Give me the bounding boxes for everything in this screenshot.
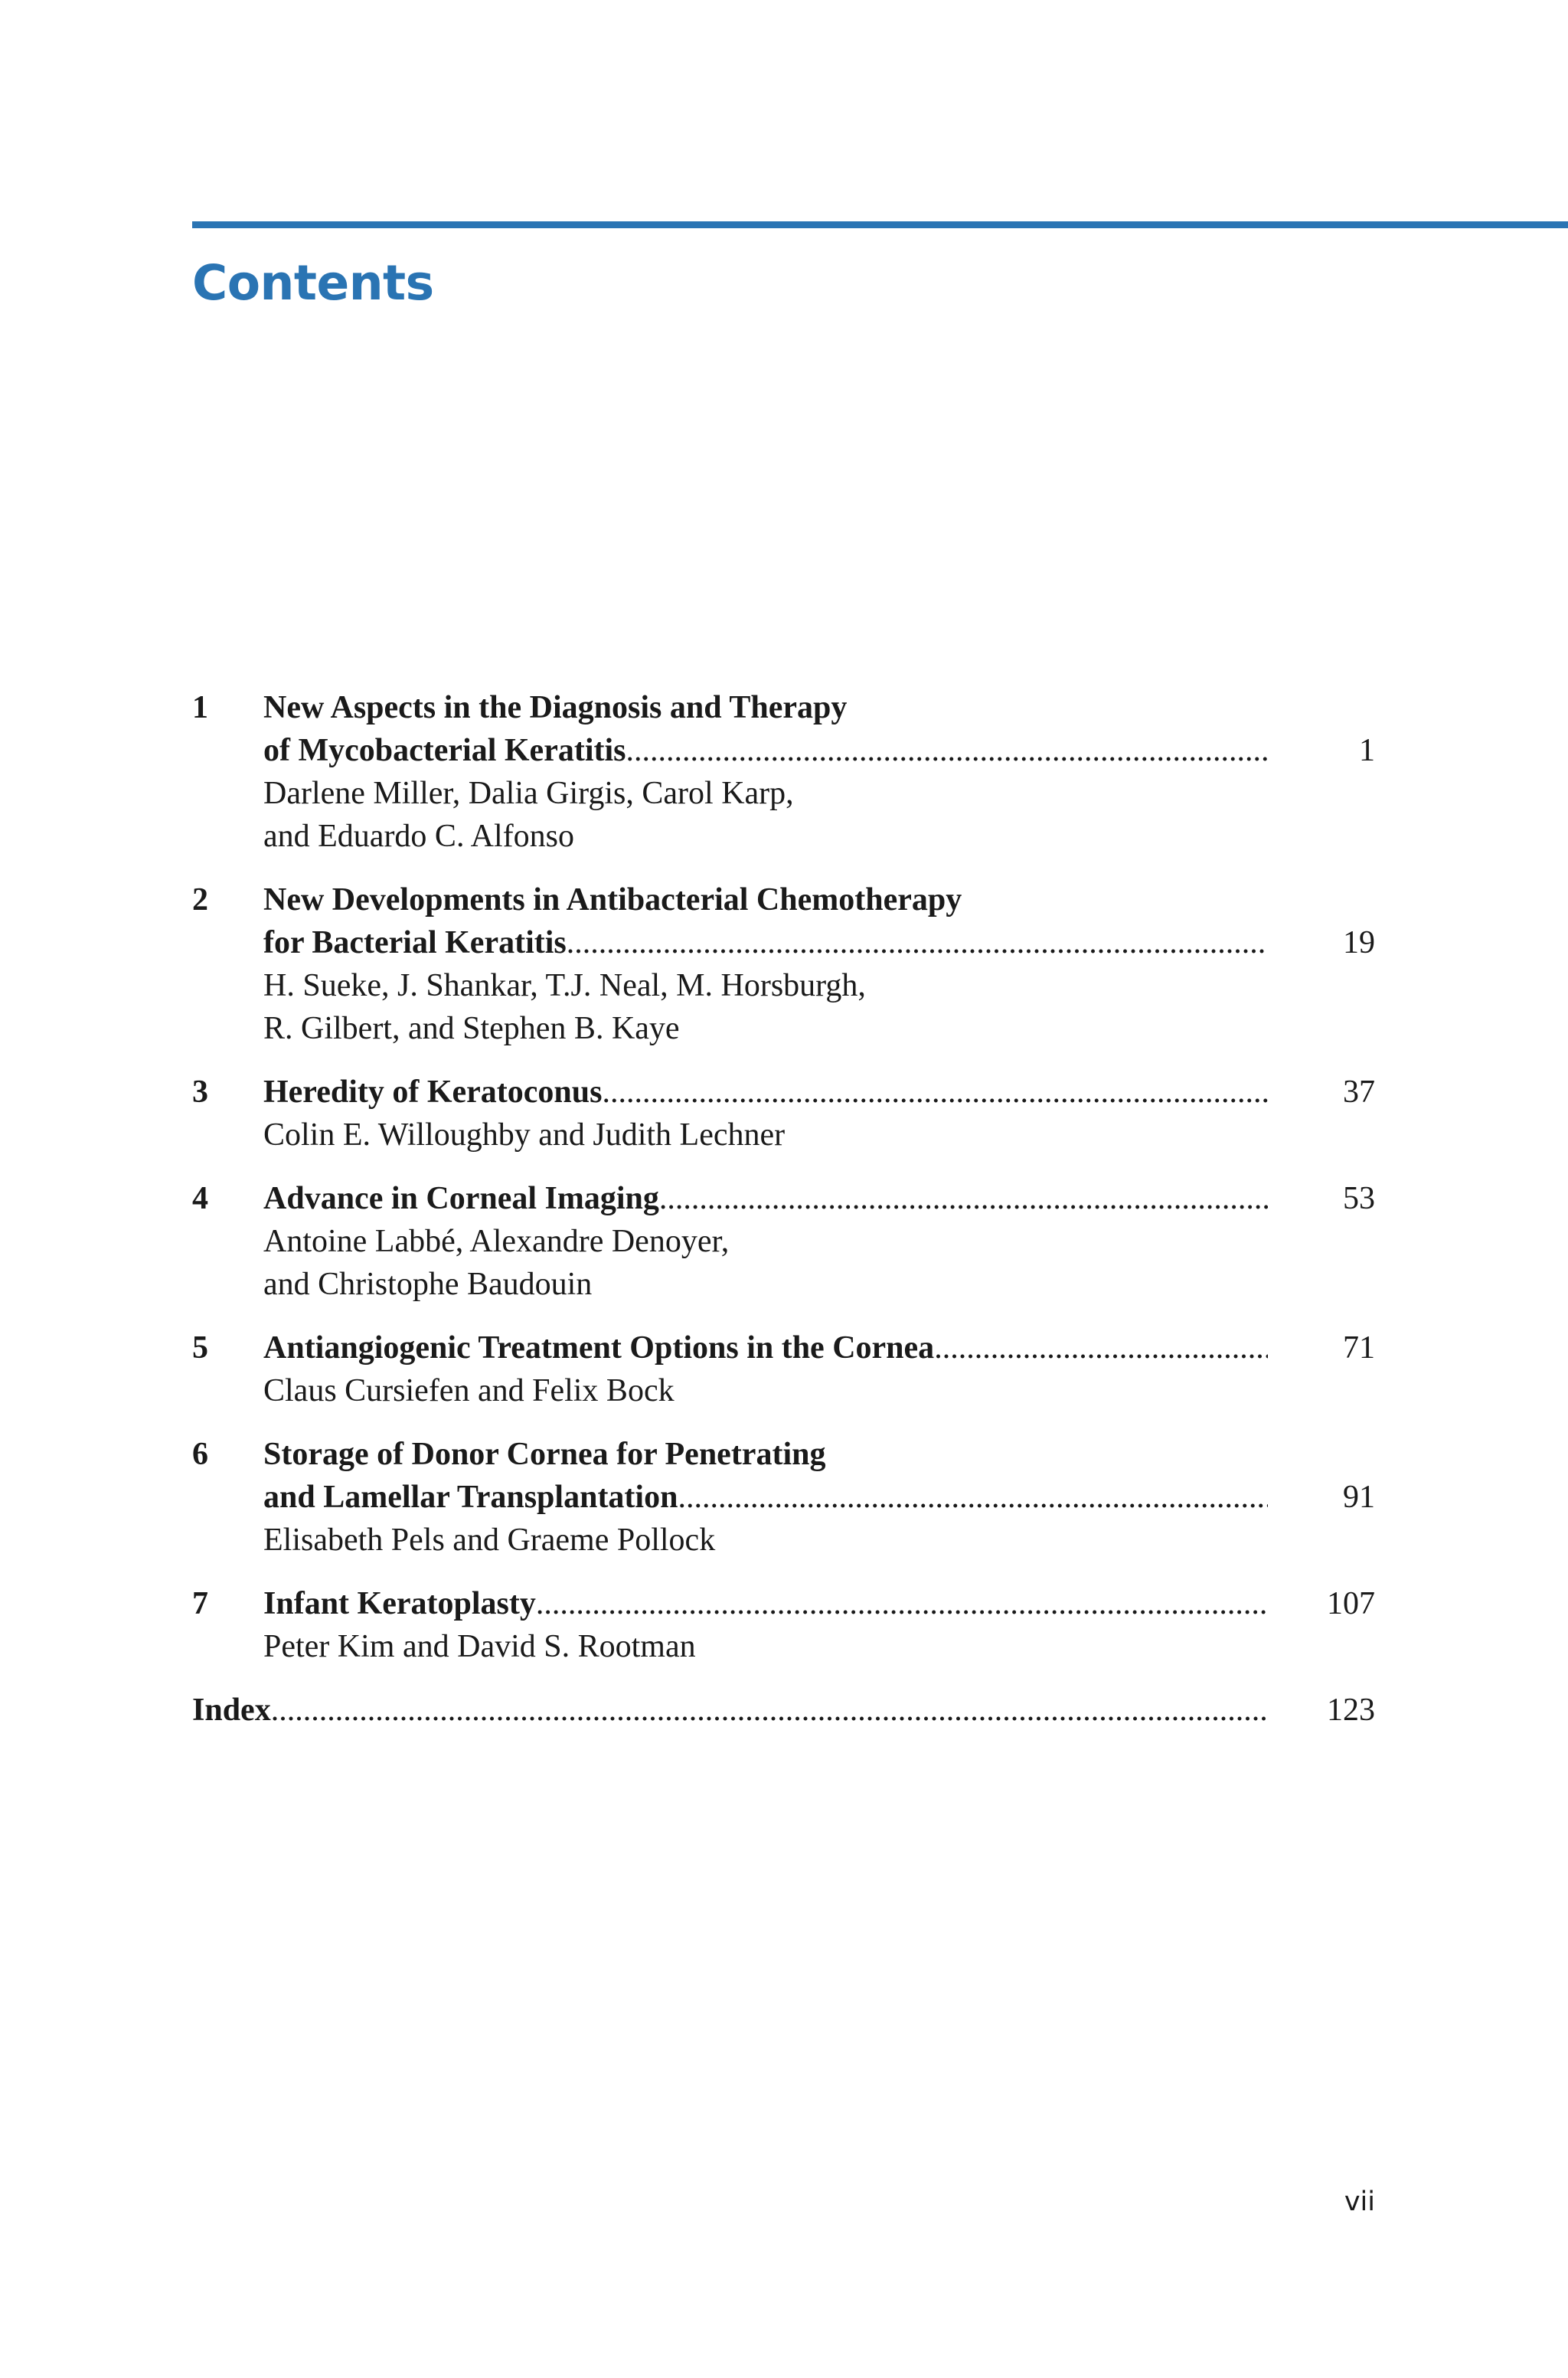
chapter-title: New Aspects in the Diagnosis and Therapy xyxy=(263,690,848,725)
chapter-number: 5 xyxy=(192,1330,208,1366)
chapter-authors: Antoine Labbé, Alexandre Denoyer, xyxy=(263,1224,730,1259)
toc-entry-body xyxy=(263,1326,1375,1412)
toc-entry-body xyxy=(263,878,1375,1050)
dot-leader xyxy=(626,729,1268,772)
toc-entry-5[interactable] xyxy=(192,1326,1375,1412)
chapter-authors: Claus Cursiefen and Felix Bock xyxy=(263,1373,675,1408)
chapter-authors: R. Gilbert, and Stephen B. Kaye xyxy=(263,1011,680,1046)
chapter-title: for Bacterial Keratitis xyxy=(263,925,567,960)
toc-entry-body xyxy=(263,686,1375,858)
page-folio: vii xyxy=(1344,2187,1375,2217)
chapter-title: Infant Keratoplasty xyxy=(263,1586,536,1621)
chapter-number: 7 xyxy=(192,1586,208,1621)
index-leader-line xyxy=(192,1689,1375,1732)
chapter-title-leader-line xyxy=(263,1476,1375,1519)
heading-rule xyxy=(192,221,1568,228)
chapter-number: 6 xyxy=(192,1437,208,1472)
page-number[interactable]: 91 xyxy=(1343,1480,1375,1515)
toc-entry-3[interactable] xyxy=(192,1071,1375,1156)
toc-entry-7[interactable] xyxy=(192,1582,1375,1668)
chapter-title: New Developments in Antibacterial Chemotherapy xyxy=(263,882,962,918)
toc-entry-1[interactable] xyxy=(192,686,1375,858)
toc-entry-body xyxy=(263,1177,1375,1306)
chapter-authors: Peter Kim and David S. Rootman xyxy=(263,1629,696,1664)
chapter-title-leader-line xyxy=(263,921,1375,964)
chapter-title-leader-line xyxy=(263,729,1375,772)
toc-entry-4[interactable] xyxy=(192,1177,1375,1306)
chapter-authors: Colin E. Willoughby and Judith Lechner xyxy=(263,1117,786,1153)
chapter-title-leader-line xyxy=(263,1071,1375,1114)
dot-leader xyxy=(536,1582,1268,1625)
chapter-number: 4 xyxy=(192,1181,208,1216)
page-number[interactable]: 107 xyxy=(1327,1586,1375,1621)
page-title: Contents xyxy=(192,255,434,311)
chapter-authors: and Eduardo C. Alfonso xyxy=(263,819,574,854)
chapter-title: Antiangiogenic Treatment Options in the Cornea xyxy=(263,1330,935,1366)
chapter-title: Advance in Corneal Imaging xyxy=(263,1181,659,1216)
page-number[interactable]: 19 xyxy=(1343,925,1375,960)
toc-entry-body xyxy=(263,1071,1375,1156)
page-number[interactable]: 37 xyxy=(1343,1075,1375,1110)
dot-leader xyxy=(678,1476,1268,1519)
chapter-title-leader-line xyxy=(263,1582,1375,1625)
index-label: Index xyxy=(192,1693,271,1728)
toc-entry-body xyxy=(192,1689,1375,1732)
chapter-title: Heredity of Keratoconus xyxy=(263,1075,603,1110)
chapter-authors: H. Sueke, J. Shankar, T.J. Neal, M. Horsburgh, xyxy=(263,968,866,1003)
page-number[interactable]: 71 xyxy=(1343,1330,1375,1366)
page-number[interactable]: 53 xyxy=(1343,1181,1375,1216)
table-of-contents xyxy=(192,686,1375,1752)
page-number[interactable]: 1 xyxy=(1359,733,1375,768)
page-number[interactable]: 123 xyxy=(1327,1693,1375,1728)
toc-entry-6[interactable] xyxy=(192,1433,1375,1562)
dot-leader xyxy=(934,1326,1268,1369)
chapter-title-leader-line xyxy=(263,1326,1375,1369)
toc-entry-body xyxy=(263,1433,1375,1562)
chapter-authors: Darlene Miller, Dalia Girgis, Carol Karp, xyxy=(263,776,794,811)
chapter-title: Storage of Donor Cornea for Penetrating xyxy=(263,1437,826,1472)
dot-leader xyxy=(659,1177,1268,1220)
chapter-number: 2 xyxy=(192,882,208,918)
chapter-number: 1 xyxy=(192,690,208,725)
toc-entry-2[interactable] xyxy=(192,878,1375,1050)
toc-entry-body xyxy=(263,1582,1375,1668)
chapter-title: and Lamellar Transplantation xyxy=(263,1480,678,1515)
chapter-title: of Mycobacterial Keratitis xyxy=(263,733,626,768)
dot-leader xyxy=(567,921,1268,964)
chapter-number: 3 xyxy=(192,1075,208,1110)
dot-leader xyxy=(271,1689,1268,1732)
chapter-authors: and Christophe Baudouin xyxy=(263,1267,593,1302)
dot-leader xyxy=(602,1071,1268,1114)
toc-entry-index[interactable] xyxy=(192,1689,1375,1732)
chapter-title-leader-line xyxy=(263,1177,1375,1220)
chapter-authors: Elisabeth Pels and Graeme Pollock xyxy=(263,1523,716,1558)
